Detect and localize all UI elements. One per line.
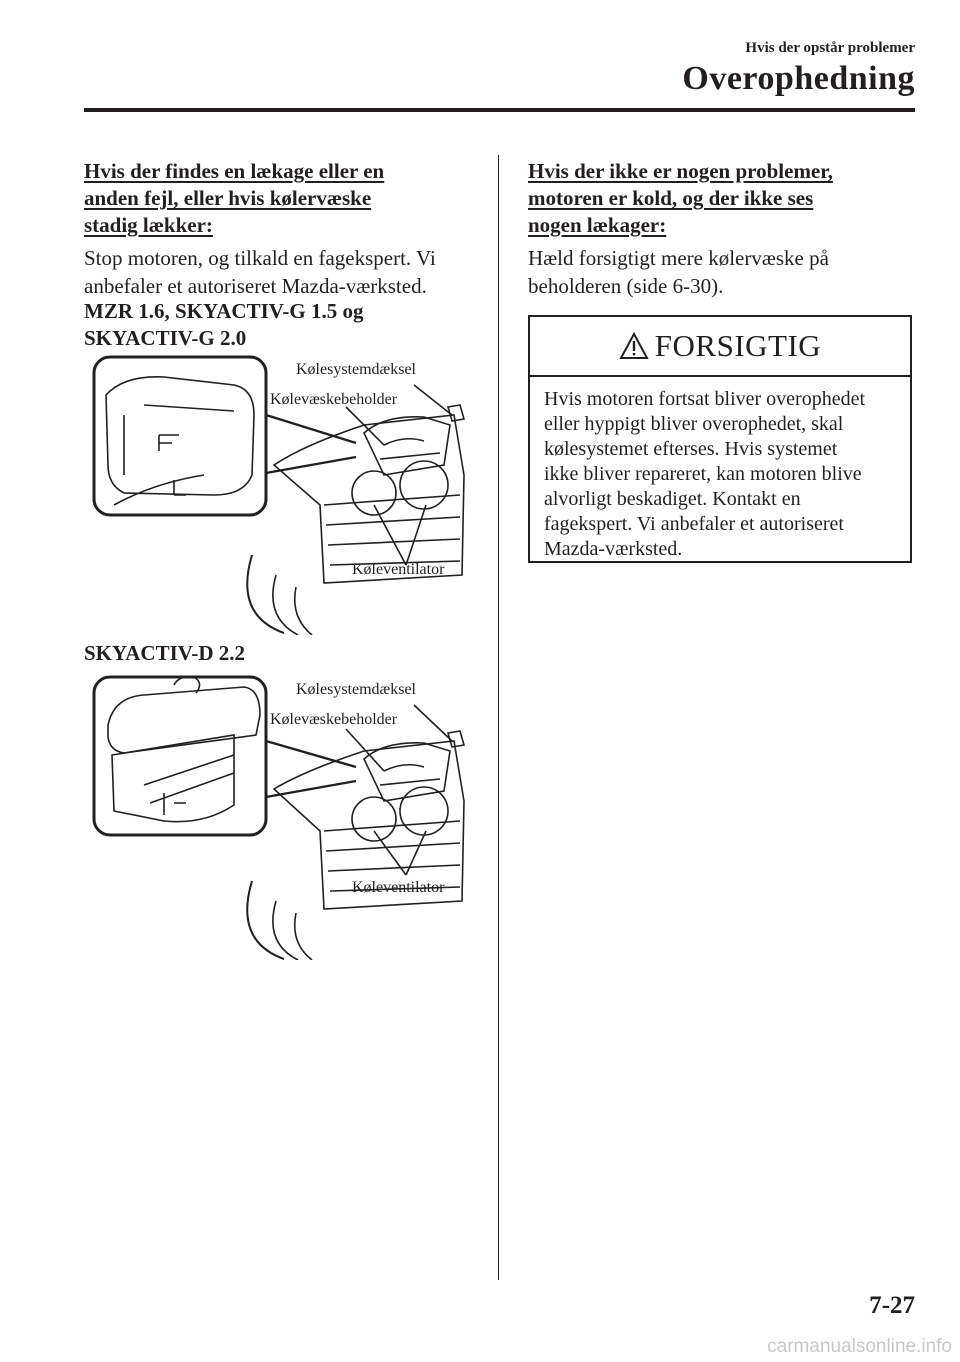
left-heading-line: stadig lækker: — [84, 213, 213, 237]
label-cooling-fan: Køleventilator — [352, 879, 445, 896]
warning-triangle-icon — [619, 332, 649, 360]
caution-line: eller hyppigt bliver overophedet, skal — [544, 413, 844, 435]
caution-header — [530, 317, 910, 377]
right-heading-line: motoren er kold, og der ikke ses — [528, 186, 814, 210]
right-paragraph — [528, 244, 928, 300]
caution-line: Mazda-værksted. — [544, 538, 683, 560]
caution-text — [530, 377, 910, 572]
caution-title: FORSIGTIG — [654, 328, 822, 363]
left-paragraph-line: anbefaler et autoriseret Mazda-værksted. — [84, 274, 427, 298]
section-label: Hvis der opstår problemer — [745, 40, 915, 56]
header-rule — [84, 108, 915, 112]
label-coolant-tank: Kølevæskebeholder — [270, 711, 398, 728]
figure-engine-2 — [84, 675, 474, 960]
left-paragraph — [84, 244, 484, 300]
label-coolant-tank: Kølevæskebeholder — [270, 391, 398, 408]
subhead-line: MZR 1.6, SKYACTIV-G 1.5 og — [84, 299, 364, 323]
caution-line: kølesystemet efterses. Hvis systemet — [544, 438, 838, 460]
left-heading-line: anden fejl, eller hvis kølervæske — [84, 186, 372, 210]
caution-box — [528, 315, 912, 563]
right-heading-line: Hvis der ikke er nogen problemer, — [528, 159, 833, 183]
page-number: 7-27 — [869, 1292, 915, 1319]
label-cooling-fan: Køleventilator — [352, 561, 445, 578]
subhead-line: SKYACTIV-D 2.2 — [84, 641, 246, 665]
figure-engine-1 — [84, 355, 474, 635]
right-paragraph-line: Hæld forsigtigt mere kølervæske på — [528, 246, 829, 270]
label-cooling-cap: Kølesystemdæksel — [296, 681, 416, 698]
right-paragraph-line: beholderen (side 6-30). — [528, 274, 724, 298]
left-heading — [84, 158, 484, 239]
caution-line: Hvis motoren fortsat bliver overophedet — [544, 388, 866, 410]
column-divider — [498, 155, 499, 1280]
caution-line: fagekspert. Vi anbefaler et autoriseret — [544, 513, 844, 535]
left-heading-line: Hvis der findes en lækage eller en — [84, 159, 385, 183]
subhead-line: SKYACTIV-G 2.0 — [84, 326, 247, 350]
label-cooling-cap: Kølesystemdæksel — [296, 361, 416, 378]
watermark-site: carmanualsonline.info — [767, 1336, 952, 1357]
left-paragraph-line: Stop motoren, og tilkald en fagekspert. Vi — [84, 246, 436, 270]
engine-subhead-1 — [84, 298, 484, 352]
engine-subhead-2 — [84, 640, 484, 667]
chapter-title: Overophedning — [682, 60, 915, 97]
right-heading — [528, 158, 928, 239]
right-heading-line: nogen lækager: — [528, 213, 667, 237]
caution-line: alvorligt beskadiget. Kontakt en — [544, 488, 801, 510]
caution-line: ikke bliver repareret, kan motoren blive — [544, 463, 862, 485]
